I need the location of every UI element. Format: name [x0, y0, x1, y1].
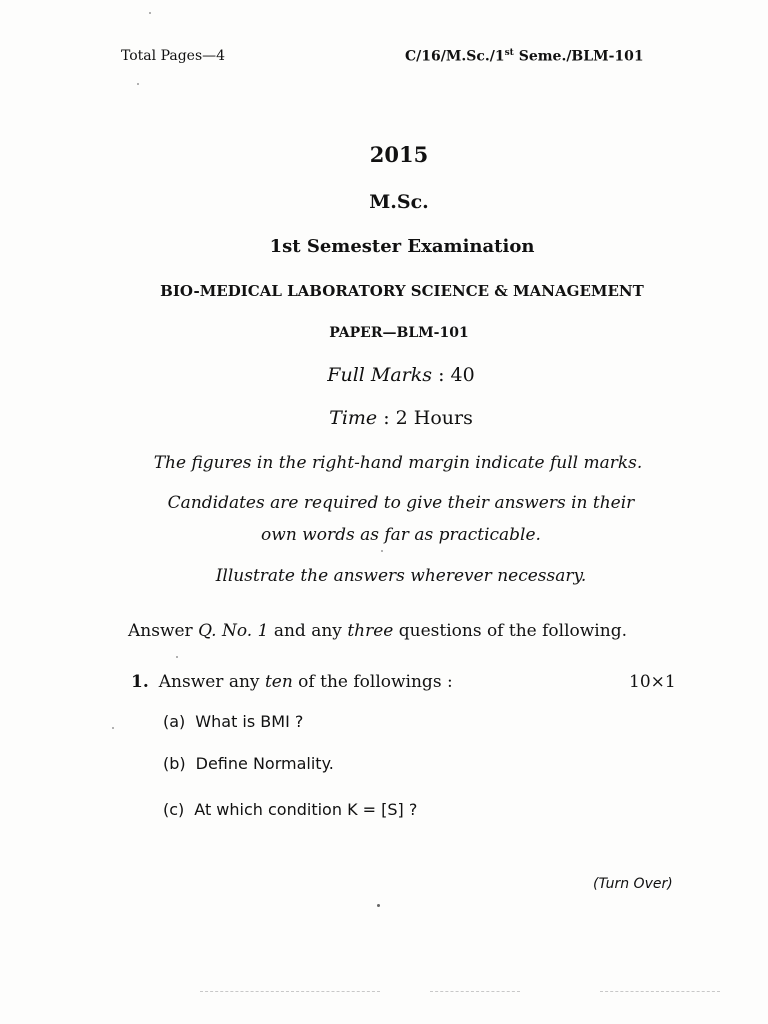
scan-speck: [112, 727, 114, 729]
exam-title: 1st Semester Examination: [269, 236, 535, 257]
instruction-marks: The figures in the right-hand margin indicate full marks.: [153, 453, 643, 473]
full-marks-value: : 40: [432, 364, 475, 386]
sub-question-a: [163, 712, 303, 731]
paper-number: PAPER—BLM-101: [329, 325, 469, 341]
question-1-marks: 10×1: [629, 672, 676, 692]
time-value: : 2 Hours: [377, 407, 473, 429]
exam-time: [17, 407, 768, 429]
scan-speck: [149, 12, 151, 14]
degree-name: M.Sc.: [369, 191, 429, 213]
scan-speck: [377, 904, 380, 907]
exam-year: 2015: [369, 142, 429, 167]
sub-question-text: Define Normality.: [195, 754, 334, 773]
answer-part3: questions of the following.: [393, 621, 627, 641]
scan-speck: [381, 550, 383, 552]
sub-question-b: [163, 754, 334, 773]
question-1-text-b: of the followings :: [292, 672, 453, 692]
scan-speck: [137, 83, 139, 85]
paper-code-suffix: Seme./BLM-101: [513, 48, 644, 65]
scan-edge-line: [600, 991, 720, 993]
sub-question-text: At which condition K = [S] ?: [194, 800, 418, 819]
sub-question-label: (c): [163, 800, 185, 819]
question-1-ten: ten: [264, 672, 293, 692]
answer-instruction: [128, 621, 627, 641]
instruction-own-words-1: Candidates are required to give their answers in their: [167, 493, 635, 513]
sub-question-label: (a): [163, 712, 186, 731]
scan-edge-line: [430, 991, 520, 993]
instruction-illustrate: Illustrate the answers wherever necessary.: [215, 566, 587, 586]
full-marks: [17, 364, 768, 386]
time-label: Time: [329, 407, 378, 429]
sub-question-c: [163, 800, 417, 819]
sub-question-label: (b): [163, 754, 186, 773]
instruction-own-words-2: own words as far as practicable.: [261, 525, 541, 545]
scan-speck: [176, 656, 178, 658]
answer-part2: and any: [268, 621, 348, 641]
paper-code-superscript: st: [504, 48, 514, 58]
total-pages: Total Pages—4: [121, 48, 226, 64]
question-1: [131, 672, 453, 692]
question-1-number: 1.: [131, 672, 149, 692]
answer-part1: Answer: [128, 621, 199, 641]
subject-title: BIO-MEDICAL LABORATORY SCIENCE & MANAGEMENT: [160, 282, 644, 300]
paper-code-prefix: C/16/M.Sc./1: [405, 48, 505, 65]
sub-question-text: What is BMI ?: [195, 712, 304, 731]
answer-qno: Q. No. 1: [198, 621, 269, 641]
full-marks-label: Full Marks: [327, 364, 433, 386]
question-1-text-a: Answer any: [158, 672, 265, 692]
scan-edge-line: [200, 991, 380, 993]
turn-over-note: (Turn Over): [593, 876, 673, 892]
answer-three: three: [347, 621, 394, 641]
paper-code: [405, 48, 644, 65]
